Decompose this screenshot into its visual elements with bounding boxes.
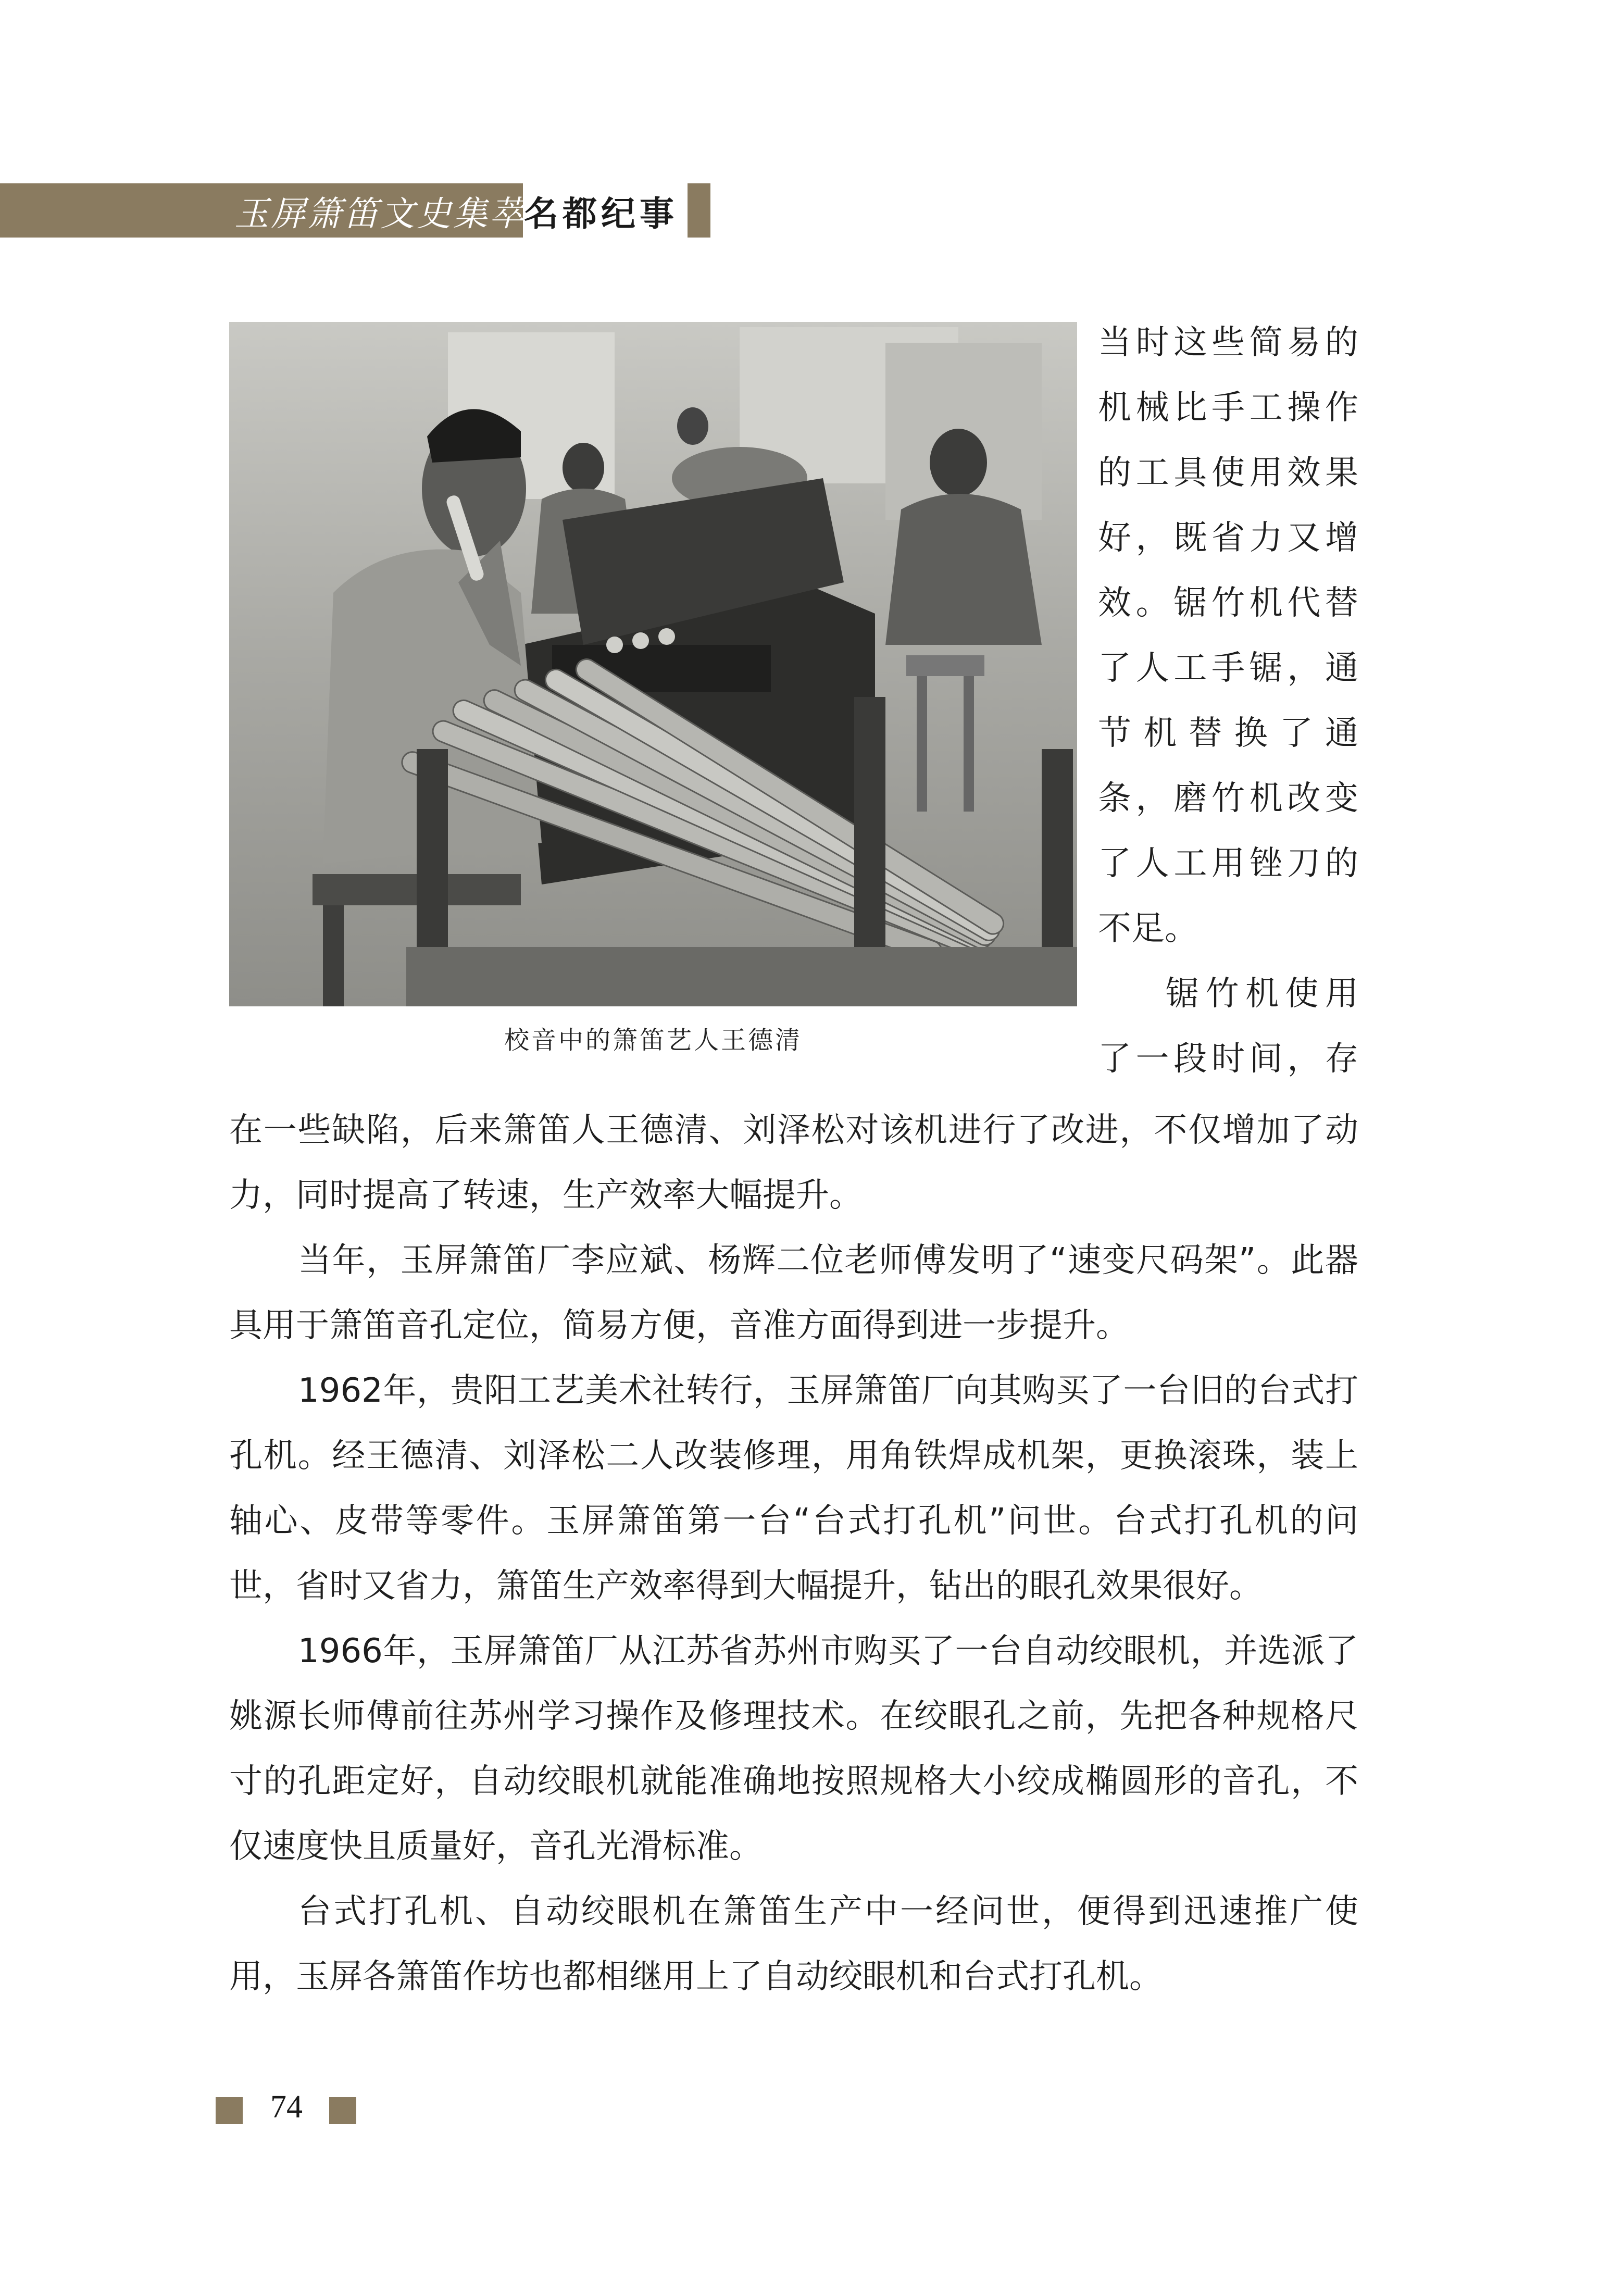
side-text-line: 了人工手锯，通: [1098, 649, 1358, 688]
side-text-line: 机械比手工操作: [1098, 389, 1358, 427]
side-text-line: 好，既省力又增: [1098, 519, 1358, 557]
figure-photo: [229, 322, 1077, 1006]
paragraph: 1966年，玉屏箫笛厂从江苏省苏州市购买了一台自动绞眼机，并选派了姚源长师傅前往苏州学习操作及修理技术。在绞眼孔之前，先把各种规格尺寸的孔距定好，自动绞眼机就能准确地按照规格大小绞成椭圆形的音孔，不仅速度快且质量好，音孔光滑标准。: [229, 1632, 1358, 1866]
side-text-line: 锯竹机使用: [1166, 975, 1358, 1013]
side-text-column: [1098, 310, 1358, 1092]
section-title: 名都纪事: [524, 193, 678, 234]
side-text-line: 当时这些简易的: [1098, 323, 1358, 362]
side-text-line: 的工具使用效果: [1098, 454, 1358, 492]
footer-marker-right: [329, 2097, 356, 2124]
side-text-line: 效。锯竹机代替: [1098, 584, 1358, 622]
paragraph: 在一些缺陷，后来箫笛人王德清、刘泽松对该机进行了改进，不仅增加了动力，同时提高了转速，生产效率大幅提升。: [229, 1111, 1358, 1215]
paragraph: 台式打孔机、自动绞眼机在箫笛生产中一经问世，便得到迅速推广使用，玉屏各箫笛作坊也都相继用上了自动绞眼机和台式打孔机。: [229, 1892, 1358, 1996]
side-text-line: 了一段时间，存: [1098, 1040, 1358, 1078]
side-text-line: 条，磨竹机改变: [1098, 779, 1358, 818]
paragraph: 当年，玉屏箫笛厂李应斌、杨辉二位老师傅发明了“速变尺码架”。此器具用于箫笛音孔定位，简易方便，音准方面得到进一步提升。: [229, 1241, 1358, 1345]
paragraph: 1962年，贵阳工艺美术社转行，玉屏箫笛厂向其购买了一台旧的台式打孔机。经王德清、刘泽松二人改装修理，用角铁焊成机架，更换滚珠，装上轴心、皮带等零件。玉屏箫笛第一台“台式打孔机”问世。台式打孔机的问世，省时又省力，箫笛生产效率得到大幅提升，钻出的眼孔效果很好。: [229, 1372, 1358, 1605]
side-text-line: 节机替换了通: [1098, 714, 1358, 753]
side-text-line: 了人工用锉刀的: [1098, 844, 1358, 883]
side-text-line: 不足。: [1098, 909, 1198, 948]
footer-marker-left: [216, 2097, 243, 2124]
series-title: 玉屏箫笛文史集萃: [234, 193, 526, 234]
figure-caption: 校音中的箫笛艺人王德清: [504, 1026, 802, 1055]
body-text: [229, 1098, 1358, 2010]
header-end-block: [688, 183, 710, 238]
page-number: 74: [270, 2089, 303, 2125]
